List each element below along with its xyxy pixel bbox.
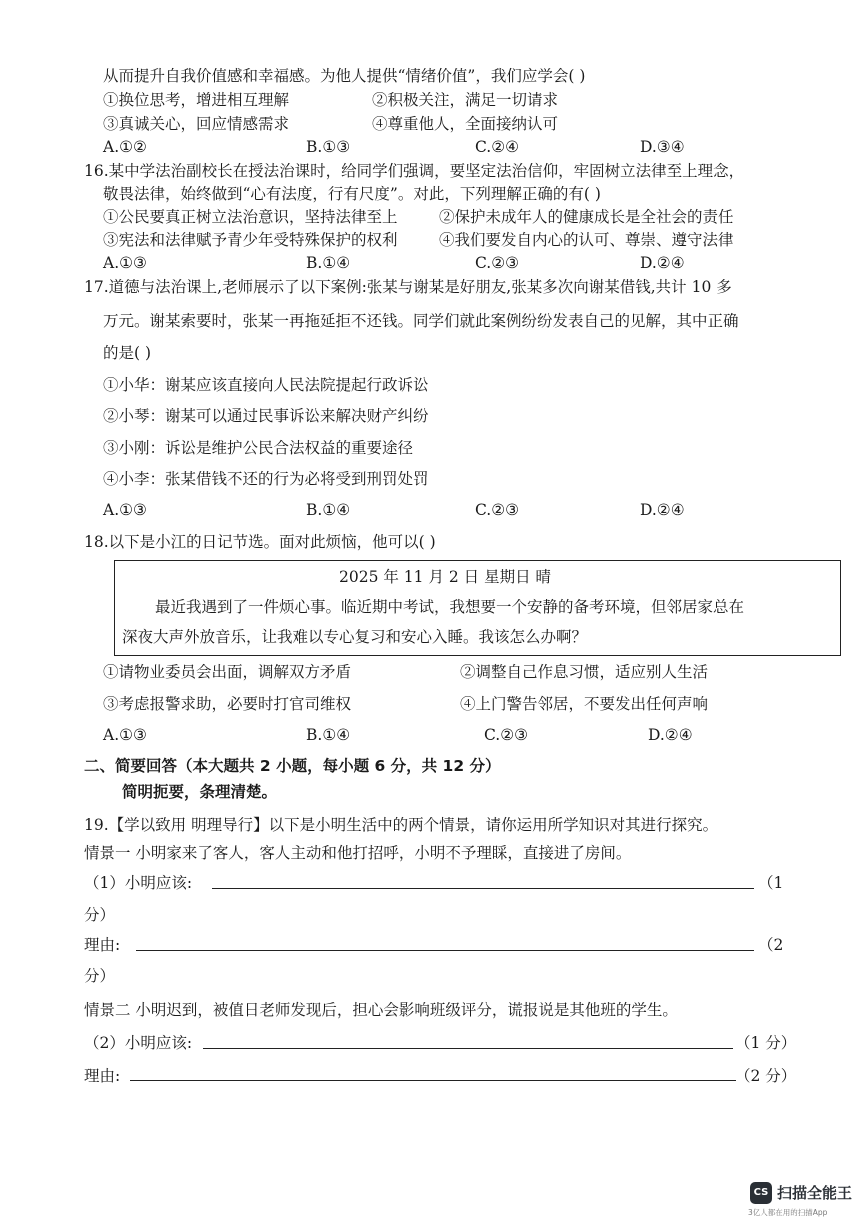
camscanner-logo-icon: CS <box>750 1182 772 1204</box>
q16-option-3: ③宪法和法律赋予青少年受特殊保护的权利 <box>103 231 398 249</box>
q18-option-3: ③考虑报警求助，必要时打官司维权 <box>103 695 352 713</box>
q15-choice-b: B.①③ <box>306 138 351 156</box>
section-2-heading: 二、简要回答（本大题共 2 小题，每小题 6 分，共 12 分） <box>84 757 501 775</box>
q17-choice-a: A.①③ <box>103 501 147 519</box>
q17-option-3: ③小刚：诉讼是维护公民合法权益的重要途径 <box>103 439 414 457</box>
q19-part1-score-a: （1 <box>758 874 784 892</box>
q17-choice-b: B.①④ <box>306 501 351 519</box>
q15-stem-tail: 从而提升自我价值感和幸福感。为他人提供“情绪价值”，我们应学会( ) <box>103 67 586 85</box>
q17-stem-line1: 17.道德与法治课上,老师展示了以下案例:张某与谢某是好朋友,张某多次向谢某借钱,共计 10 多 <box>84 278 732 296</box>
q18-choice-a: A.①③ <box>103 726 147 744</box>
q15-option-2: ②积极关注，满足一切请求 <box>372 91 559 109</box>
q17-choice-c: C.②③ <box>475 501 520 519</box>
q17-option-2: ②小琴：谢某可以通过民事诉讼来解决财产纠纷 <box>103 407 429 425</box>
q17-option-1: ①小华：谢某应该直接向人民法院提起行政诉讼 <box>103 376 429 394</box>
q16-choice-d: D.②④ <box>640 254 685 272</box>
q15-option-1: ①换位思考，增进相互理解 <box>103 91 290 109</box>
q16-option-2: ②保护未成年人的健康成长是全社会的责任 <box>439 208 734 226</box>
q16-stem-line2: 敬畏法律，始终做到“心有法度，行有尺度”。对此，下列理解正确的有( ) <box>103 185 601 203</box>
q18-diary-date: 2025 年 11 月 2 日 星期日 晴 <box>339 568 552 586</box>
q19-reason2-answer-line[interactable] <box>130 1080 736 1081</box>
q18-choice-d: D.②④ <box>648 726 693 744</box>
q19-part1-label: （1）小明应该: <box>84 874 193 892</box>
q15-choice-c: C.②④ <box>475 138 520 156</box>
q19-reason2-score: （2 分） <box>735 1067 797 1085</box>
scanner-watermark <box>748 1178 860 1222</box>
q19-part2-answer-line[interactable] <box>203 1048 733 1049</box>
q19-stem: 19.【学以致用 明理导行】以下是小明生活中的两个情景，请你运用所学知识对其进行探究。 <box>84 816 719 834</box>
q18-option-4: ④上门警告邻居，不要发出任何声响 <box>460 695 709 713</box>
q19-reason1-score-b: 分） <box>84 967 116 985</box>
watermark-subtitle: 3亿人都在用的扫描App <box>748 1208 828 1217</box>
q19-part1-answer-line[interactable] <box>212 888 754 889</box>
q15-option-3: ③真诚关心，回应情感需求 <box>103 115 290 133</box>
q19-reason1-score-a: （2 <box>758 936 784 954</box>
q17-choice-d: D.②④ <box>640 501 685 519</box>
q19-part2-score: （1 分） <box>735 1034 797 1052</box>
section-2-note: 简明扼要，条理清楚。 <box>122 783 278 801</box>
q16-option-1: ①公民要真正树立法治意识，坚持法律至上 <box>103 208 398 226</box>
q18-diary-line2: 深夜大声外放音乐，让我难以专心复习和安心入睡。我该怎么办啊？ <box>122 628 588 646</box>
q18-option-2: ②调整自己作息习惯，适应别人生活 <box>460 663 709 681</box>
q15-choice-a: A.①② <box>103 138 147 156</box>
q16-choice-b: B.①④ <box>306 254 351 272</box>
q19-part2-label: （2）小明应该: <box>84 1034 193 1052</box>
q18-choice-b: B.①④ <box>306 726 351 744</box>
q19-reason1-answer-line[interactable] <box>136 950 754 951</box>
q15-option-4: ④尊重他人，全面接纳认可 <box>372 115 559 133</box>
q16-choice-a: A.①③ <box>103 254 147 272</box>
watermark-title: 扫描全能王 <box>777 1184 853 1202</box>
q17-stem-line2: 万元。谢某索要时，张某一再拖延拒不还钱。同学们就此案例纷纷发表自己的见解，其中正确 <box>103 312 739 330</box>
q17-stem-line3: 的是( ) <box>103 344 152 362</box>
q18-choice-c: C.②③ <box>484 726 529 744</box>
q17-option-4: ④小李：张某借钱不还的行为必将受到刑罚处罚 <box>103 470 429 488</box>
q19-scene-1: 情景一 小明家来了客人，客人主动和他打招呼，小明不予理睬，直接进了房间。 <box>84 844 632 862</box>
q19-scene-2: 情景二 小明迟到，被值日老师发现后，担心会影响班级评分，谎报说是其他班的学生。 <box>84 1001 678 1019</box>
q16-option-4: ④我们要发自内心的认可、尊崇、遵守法律 <box>439 231 734 249</box>
q18-option-1: ①请物业委员会出面，调解双方矛盾 <box>103 663 352 681</box>
q16-stem-line1: 16.某中学法治副校长在授法治课时，给同学们强调，要坚定法治信仰，牢固树立法律至上理念， <box>84 162 745 180</box>
q19-reason1-label: 理由: <box>84 936 121 954</box>
q18-stem: 18.以下是小江的日记节选。面对此烦恼，他可以( ) <box>84 533 436 551</box>
q16-choice-c: C.②③ <box>475 254 520 272</box>
q19-reason2-label: 理由: <box>84 1067 121 1085</box>
q15-choice-d: D.③④ <box>640 138 685 156</box>
q18-diary-line1: 最近我遇到了一件烦心事。临近期中考试，我想要一个安静的备考环境，但邻居家总在 <box>155 598 745 616</box>
q19-part1-score-b: 分） <box>84 906 116 924</box>
